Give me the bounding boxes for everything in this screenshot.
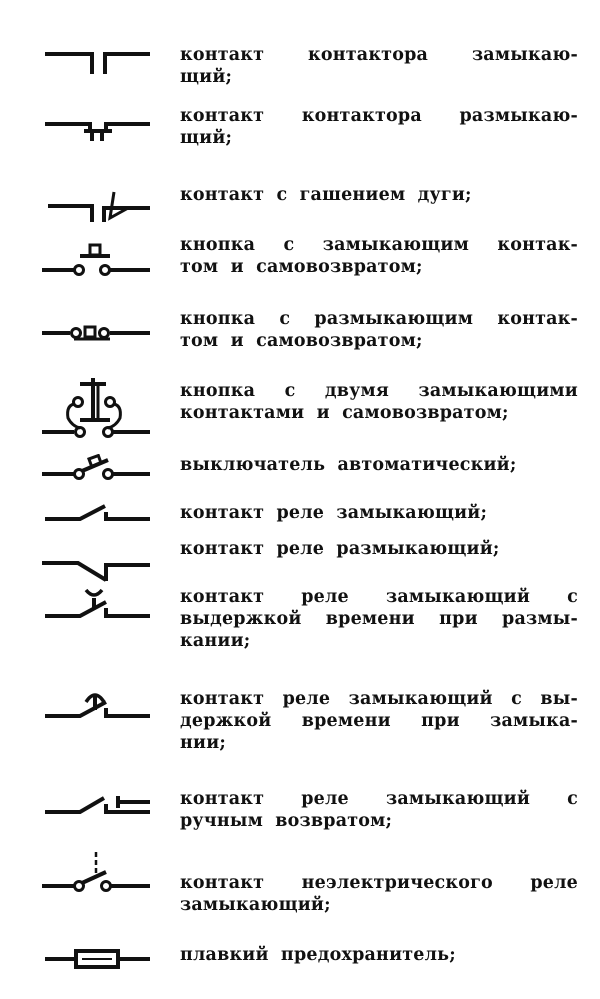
description-line: кании; [180, 631, 251, 651]
description-word: замыкающий [385, 789, 531, 809]
relay-delay-on-opening-icon [40, 586, 155, 622]
description-word: замыкающим [322, 235, 470, 255]
relay-break-contact-icon [40, 560, 155, 584]
description-line: замыкающий; [180, 895, 331, 915]
description-word: при [439, 609, 478, 629]
description-line [180, 380, 578, 402]
symbol-description [180, 308, 578, 352]
description-word: контактора [308, 45, 429, 65]
description-word: с [284, 381, 296, 401]
description-word: контакт [180, 106, 265, 126]
description-word: вы- [540, 689, 578, 709]
description-word: размыкаю- [459, 106, 578, 126]
description-word: держкой [180, 711, 272, 731]
symbol-description [180, 688, 578, 754]
description-word: контакт [180, 587, 265, 607]
description-word: реле [301, 789, 349, 809]
description-word: кнопка [180, 309, 256, 329]
description-word: двумя [324, 381, 390, 401]
symbol-description [180, 184, 578, 206]
contactor-make-contact-icon [40, 46, 155, 76]
description-word: с [283, 235, 295, 255]
description-word: контактора [301, 106, 422, 126]
fuse-icon [40, 948, 155, 970]
description-word: с [511, 689, 522, 709]
pushbutton-two-make-icon [40, 376, 155, 438]
symbol-description [180, 502, 578, 524]
description-line: контакт реле размыкающий; [180, 539, 500, 559]
description-word: реле [282, 689, 331, 709]
description-line [180, 234, 578, 256]
symbol-description [180, 538, 578, 560]
description-line [180, 608, 578, 630]
arc-quenching-contact-icon [40, 188, 155, 224]
pushbutton-break-icon [40, 322, 155, 344]
pushbutton-make-icon [40, 242, 155, 278]
description-word: замыкающими [418, 381, 578, 401]
description-line: том и самовозвратом; [180, 257, 423, 277]
description-word: контакт [180, 789, 265, 809]
description-line: нии; [180, 733, 227, 753]
description-line: том и самовозвратом; [180, 331, 423, 351]
description-word: неэлектрического [301, 873, 493, 893]
description-word: размы- [502, 609, 578, 629]
description-word: при [421, 711, 460, 731]
description-word: кнопка [180, 381, 256, 401]
symbol-description [180, 586, 578, 652]
description-word: контакт [180, 873, 265, 893]
description-word: выдержкой [180, 609, 302, 629]
symbol-description [180, 788, 578, 832]
description-word: с [279, 309, 291, 329]
contactor-break-contact-icon [40, 119, 155, 149]
description-line: щий; [180, 67, 233, 87]
description-word: замыка- [490, 711, 578, 731]
description-word: замыкающий [348, 689, 493, 709]
description-word: размыкающим [314, 309, 474, 329]
relay-make-contact-icon [40, 500, 155, 524]
description-line [180, 586, 578, 608]
description-word: с [567, 789, 578, 809]
description-word: контак- [497, 235, 578, 255]
description-line [180, 688, 578, 710]
description-line: ручным возвратом; [180, 811, 393, 831]
description-line: контактами и самовозвратом; [180, 403, 509, 423]
description-word: с [567, 587, 578, 607]
symbol-description [180, 234, 578, 278]
description-line [180, 44, 578, 66]
relay-delay-on-closing-icon [40, 688, 155, 722]
symbol-description [180, 380, 578, 424]
description-word: замыкающий [385, 587, 531, 607]
symbol-description [180, 872, 578, 916]
description-line: щий; [180, 128, 233, 148]
symbol-description [180, 454, 578, 476]
description-line [180, 872, 578, 894]
description-line: контакт реле замыкающий; [180, 503, 488, 523]
description-line: контакт с гашением дуги; [180, 185, 472, 205]
symbol-description [180, 105, 578, 149]
description-line: плавкий предохранитель; [180, 945, 456, 965]
non-electric-relay-contact-icon [40, 850, 155, 892]
relay-manual-reset-icon [40, 792, 155, 818]
circuit-breaker-icon [40, 454, 155, 480]
description-line [180, 710, 578, 732]
description-line: выключатель автоматический; [180, 455, 517, 475]
description-line [180, 788, 578, 810]
description-line [180, 105, 578, 127]
description-word: реле [301, 587, 349, 607]
description-word: реле [530, 873, 578, 893]
description-word: контак- [497, 309, 578, 329]
description-word: времени [325, 609, 415, 629]
description-word: контакт [180, 45, 265, 65]
description-word: времени [301, 711, 391, 731]
description-word: контакт [180, 689, 265, 709]
symbol-description [180, 44, 578, 88]
description-line [180, 308, 578, 330]
symbol-description [180, 944, 578, 966]
description-word: кнопка [180, 235, 256, 255]
description-word: замыкаю- [471, 45, 578, 65]
